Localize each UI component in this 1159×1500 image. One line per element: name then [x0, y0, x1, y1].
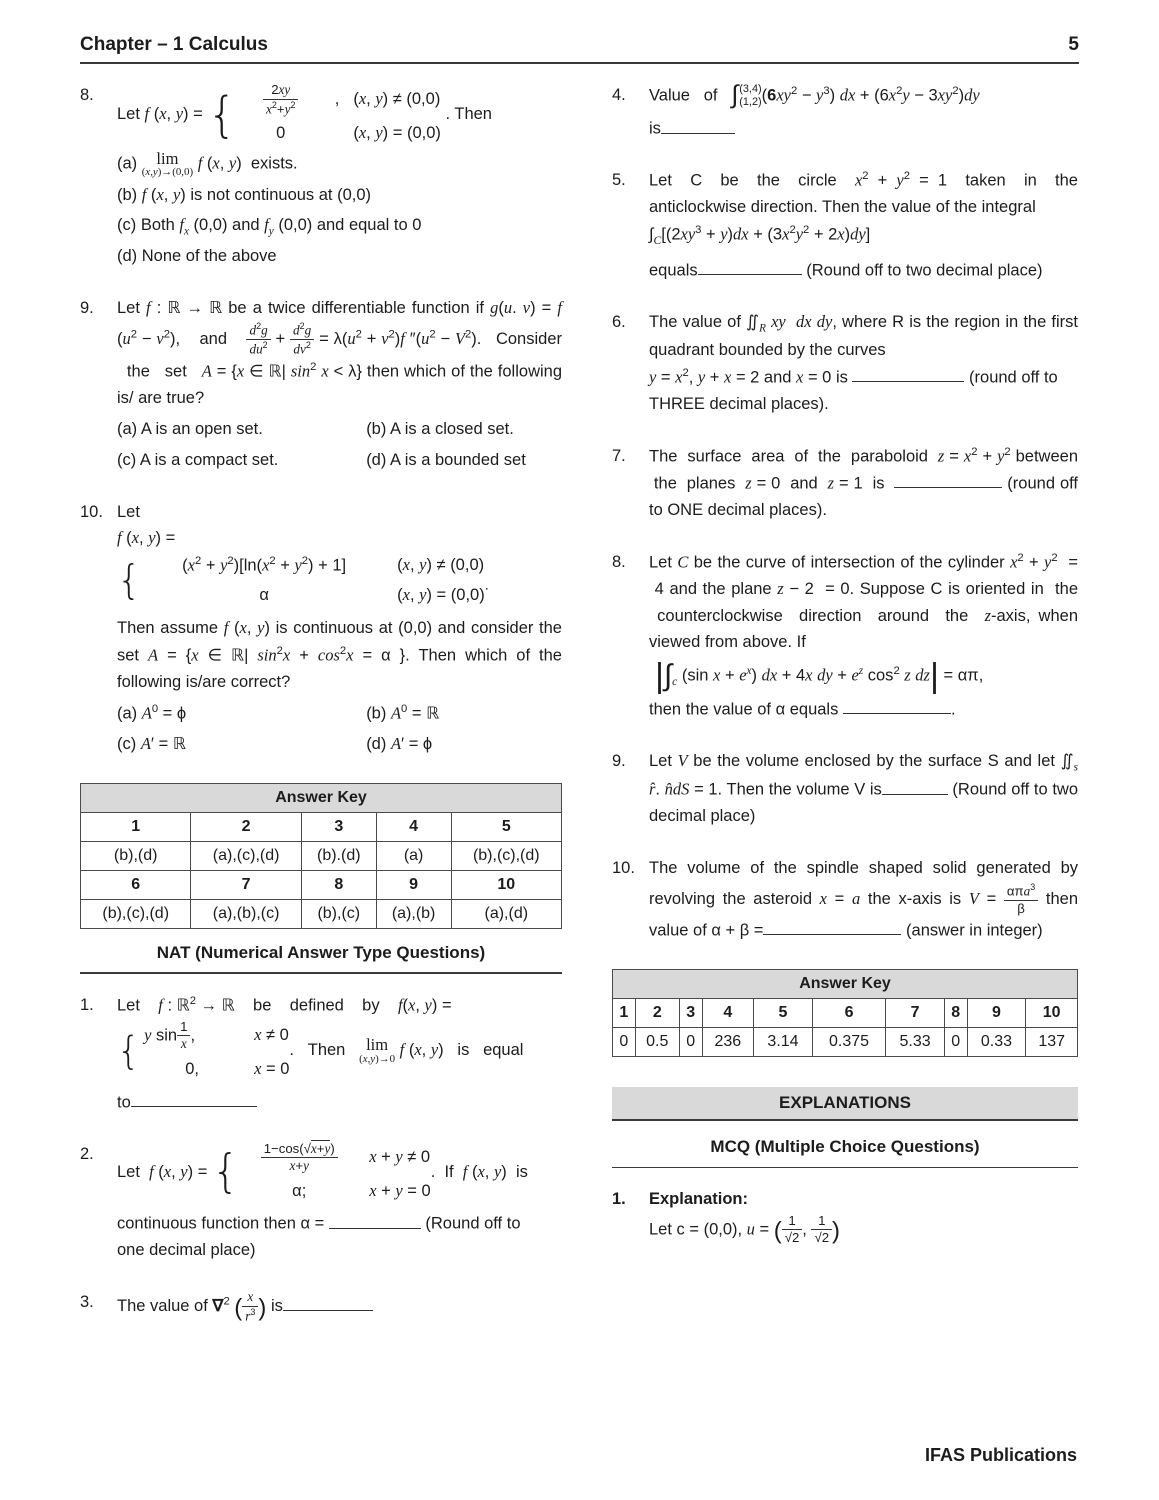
answer-cell: 236: [702, 1028, 754, 1057]
qno-cell: 10: [1026, 999, 1078, 1028]
qno-cell: 3: [301, 812, 376, 841]
question-10-fn: f (x, y) =: [117, 528, 176, 548]
question-body: [117, 82, 562, 270]
question-7: [612, 443, 1078, 524]
q8r-last: then the value of α equals .: [649, 696, 1078, 723]
option-b: (b) f (x, y) is not continuous at (0,0): [117, 184, 372, 204]
question-10-cases: { $(x^2 + y^2)[\ln(x^2 + y^2) + 1]$ (x, y) ≠ (0,0) α (x, y) = (0,0)˙: [117, 555, 491, 605]
nat2-line3: one decimal place): [117, 1241, 256, 1260]
question-8-right: [612, 549, 1078, 723]
explanations-header: EXPLANATIONS: [612, 1087, 1078, 1121]
answer-cell: 0: [613, 1028, 636, 1057]
q9r-statement: Let V be the volume enclosed by the surface S and let $∬_s$ r̂. n̂dS = 1. Then the volume V is (Round off to two decimal place): [649, 750, 1079, 826]
answer-key-table-nat: [612, 969, 1078, 1057]
option-c: (c) A is a compact set.: [117, 450, 279, 469]
answer-cell: 137: [1026, 1028, 1078, 1057]
q5-last: equals (Round off to two decimal place): [649, 257, 1078, 284]
qno-cell: 4: [376, 812, 451, 841]
q4-line1: Value of ∫ (3,4) (1,2) $(6xy^2 - y^3)$ dx + $(6x^2y - 3xy^2)dy$: [649, 81, 980, 110]
qno-cell: 2: [191, 812, 301, 841]
question-10-right: [612, 855, 1078, 944]
qno-cell: 7: [886, 999, 945, 1028]
answer-cell: 0: [679, 1028, 702, 1057]
answer-cell: 5.33: [886, 1028, 945, 1057]
nat-question-1: [80, 992, 562, 1116]
answer-cell: (a),(d): [451, 899, 561, 928]
options-grid: [117, 700, 562, 758]
explanation-body: [649, 1186, 840, 1247]
question-body: [649, 748, 1078, 830]
page-header: [80, 34, 1079, 64]
q5-integral: $\int_C[(2xy^3 + y)dx + (3x^2y^2 + 2x)dy]$: [649, 224, 871, 247]
qno-cell: 1: [613, 999, 636, 1028]
question-number: 5.: [612, 171, 626, 190]
question-number: 6.: [612, 312, 626, 331]
options-grid: [117, 416, 562, 473]
question-number: 3.: [80, 1293, 94, 1312]
nat-question-3: [80, 1289, 562, 1324]
option-b: (b) A is a closed set.: [366, 420, 514, 439]
question-number: 4.: [612, 86, 626, 104]
left-column: [80, 82, 562, 1349]
answer-cell: 0.375: [812, 1028, 885, 1057]
nat1-line2: { y sin $\frac{1}{x}$ , x ≠ 0 0, x = 0 . Then lim (x,y)→0 f (x, y) is equal: [117, 1018, 524, 1078]
option-d: (d) None of the above: [117, 247, 277, 266]
qno-cell: 1: [81, 812, 191, 841]
qno-cell: 9: [376, 870, 451, 899]
answer-cell: 0: [944, 1028, 967, 1057]
nat3-statement: The value of ∇$^2$ ( $\frac{x}{r^3}$ ) is: [117, 1289, 562, 1324]
nat2-line2: continuous function then α = (Round off to: [117, 1210, 562, 1237]
answer-key-title: Answer Key: [613, 970, 1078, 999]
answer-key-table-mcq: [80, 783, 562, 929]
qno-cell: 4: [702, 999, 754, 1028]
question-number: 8.: [612, 552, 626, 571]
q8r-equation: $|\int_c$ (sin $x + e^x$) dx + 4x dy + $e^z$ $\cos^2 z$ dz| = απ,: [655, 657, 984, 696]
answer-cell: (b),(c),(d): [451, 841, 561, 870]
qno-cell: 8: [944, 999, 967, 1028]
question-number: 2.: [80, 1144, 94, 1163]
q8r-statement: Let C be the curve of intersection of the cylinder $x^2 + y^2 = 4$ and the plane z − 2 = 0. Suppose C is oriented in the counterclockwise direction around the z-axis, when viewed from above. If: [649, 551, 1079, 652]
question-number: 1.: [80, 995, 94, 1014]
qno-cell: 10: [451, 870, 561, 899]
answer-cell: (a),(c),(d): [191, 841, 301, 870]
question-6: [612, 309, 1078, 418]
question-body: [649, 167, 1078, 283]
nat-section-title: NAT (Numerical Answer Type Questions): [80, 943, 562, 974]
question-4: [612, 82, 1078, 142]
answer-cell: 0.33: [967, 1028, 1026, 1057]
nat2-line1: Let f (x, y) = { $\frac{1-\cos(√x+y)}{x+y}$ x + y ≠ 0 α; x + y = 0 . If f (x, y) is: [117, 1140, 528, 1200]
mcq-explanations-title: MCQ (Multiple Choice Questions): [612, 1137, 1078, 1168]
explanation-text: Let c = (0,0), u = ( $\frac{1}{√2}$ , $\frac{1}{√2}$ ): [649, 1212, 840, 1246]
question-number: 9.: [80, 298, 94, 317]
answer-cell: (a),(b): [376, 899, 451, 928]
option-a: (a) $A^0 = \phi$: [117, 702, 187, 723]
answer-cell: 3.14: [754, 1028, 813, 1057]
question-body: [649, 855, 1078, 944]
answer-cell: (a): [376, 841, 451, 870]
q6-line3: THREE decimal places).: [649, 395, 829, 414]
qno-cell: 5: [754, 999, 813, 1028]
answer-key-title: Answer Key: [81, 783, 562, 812]
question-body: [649, 82, 1078, 142]
question-body: [649, 309, 1078, 418]
question-10-para: Then assume f (x, y) is continuous at (0,0) and consider the set A = {x ∈ ℝ| $\sin^2x + \cos^2x = \alpha$ }. Then which of the following is/are correct?: [117, 618, 562, 691]
qno-cell: 2: [635, 999, 679, 1028]
nat1-line3: to: [117, 1089, 562, 1116]
answer-cell: (b),(d): [81, 841, 191, 870]
chapter-title: Chapter – 1 Calculus: [80, 34, 268, 55]
option-a: (a) lim (x,y)→(0,0) f (x, y) exists.: [117, 149, 298, 179]
question-number: 8.: [80, 86, 94, 104]
qno-cell: 3: [679, 999, 702, 1028]
question-9-right: [612, 748, 1078, 830]
question-8-statement: Let f (x, y) = { $\frac{2xy}{x^2+y^2}$ , (x, y) ≠ (0,0) 0 (x, y) = (0,0) . Then: [117, 82, 492, 143]
question-body: [117, 499, 562, 758]
explanation-label: Explanation:: [649, 1190, 749, 1209]
question-10: [80, 499, 562, 758]
question-body: [117, 1141, 562, 1264]
option-c: (c) A′ = ℝ: [117, 733, 186, 753]
publisher-footer: IFAS Publications: [924, 1445, 1077, 1465]
qno-cell: 6: [812, 999, 885, 1028]
option-d: (d) A′ = ϕ: [366, 733, 433, 753]
nat1-line1: Let f : ℝ$^2$ → ℝ be defined by f(x, y) =: [117, 994, 452, 1015]
question-body: [649, 443, 1078, 524]
question-number: 7.: [612, 446, 626, 465]
answer-cell: (b),(c),(d): [81, 899, 191, 928]
q6-statement: The value of $∬_R$ xy dx dy, where R is the region in the first quadrant bounded by the curves: [649, 311, 1078, 360]
question-10-intro: Let: [117, 502, 140, 521]
question-body: [649, 549, 1078, 723]
explanation-number: 1.: [612, 1190, 626, 1209]
qno-cell: 8: [301, 870, 376, 899]
q7-statement: The surface area of the paraboloid $z = x^2 + y^2$ between the planes z = 0 and z = 1 is (round off to ONE decimal places).: [649, 445, 1079, 520]
question-9-statement: Let f : ℝ → ℝ be a twice differentiable function if g(u. v) = f $(u^2 - v^2)$, and $\frac{d^2g}{du^2}$ + $\frac{d^2g}{dv^2}$ = $\lambda(u^2 + v^2)f$ $''(u^2 - V^2)$. Consider the set A = {x ∈ ℝ| $\sin^2 x < \lambda$} then which of the following is/ are true?: [117, 297, 562, 408]
page-number: 5: [1068, 34, 1079, 55]
question-number: 9.: [612, 751, 626, 770]
question-number: 10.: [612, 858, 635, 877]
question-9: [80, 295, 562, 474]
nat-question-2: [80, 1141, 562, 1264]
option-a: (a) A is an open set.: [117, 420, 263, 439]
q4-line2: is: [649, 115, 1078, 142]
question-number: 10.: [80, 502, 103, 521]
question-body: [117, 295, 562, 474]
qno-cell: 9: [967, 999, 1026, 1028]
answer-cell: (b).(d): [301, 841, 376, 870]
question-8: [80, 82, 562, 270]
question-body: [117, 992, 562, 1116]
qno-cell: 5: [451, 812, 561, 841]
qno-cell: 6: [81, 870, 191, 899]
q6-line2: $y = x^2$, y + x = 2 and x = 0 is (round off to: [649, 364, 1078, 391]
answer-cell: (a),(b),(c): [191, 899, 301, 928]
q5-statement: Let C be the circle $x^2 + y^2 = 1$ taken in the anticlockwise direction. Then the value of the integral: [649, 170, 1078, 217]
q10r-statement: The volume of the spindle shaped solid generated by revolving the asteroid x = a the x-axis is V = $\frac{\alpha\pi a^3}{\beta}$ then value of α + β = (answer in integer): [649, 858, 1078, 940]
option-c: (c) Both $f_x$ (0,0) and $f_y$ (0,0) and equal to 0: [117, 214, 422, 237]
qno-cell: 7: [191, 870, 301, 899]
answer-cell: (b),(c): [301, 899, 376, 928]
option-d: (d) A is a bounded set: [366, 450, 526, 469]
explanation-1: [612, 1186, 1078, 1247]
answer-cell: 0.5: [635, 1028, 679, 1057]
question-5: [612, 167, 1078, 283]
question-body: [117, 1289, 562, 1324]
right-column: [612, 82, 1078, 1349]
option-b: (b) $A^0$ = ℝ: [366, 702, 440, 723]
two-column-layout: [80, 82, 1079, 1349]
